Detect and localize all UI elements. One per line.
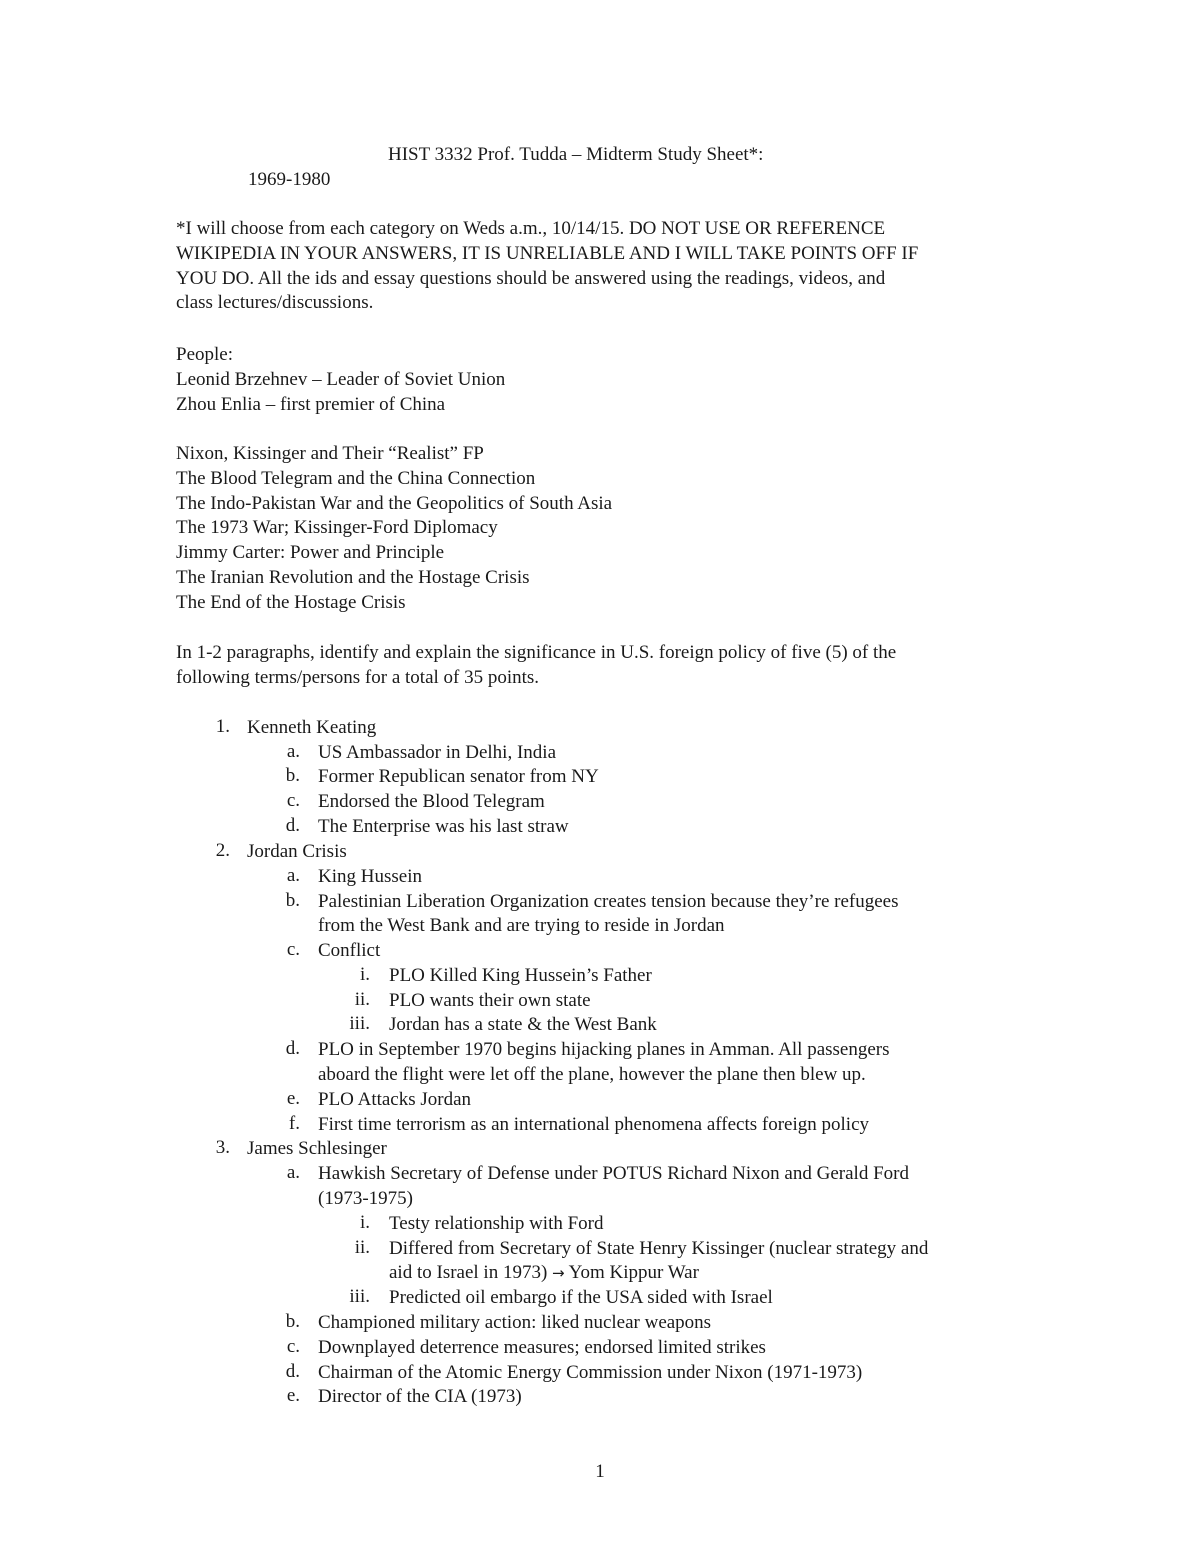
sublist-item: Director of the CIA (1973) [318,1386,522,1407]
intro-line: class lectures/discussions. [176,292,374,314]
sublist-item: Chairman of the Atomic Energy Commission under Nixon (1971-1973) [318,1362,863,1383]
subsublist-marker: ii. [354,989,370,1010]
topic-item: The 1973 War; Kissinger-Ford Diplomacy [176,517,498,539]
subsublist-item: Predicted oil embargo if the USA sided with Israel [389,1287,773,1308]
sublist-item: First time terrorism as an international phenomena affects foreign policy [318,1114,870,1135]
people-section [176,343,1036,417]
list-item-james-schlesinger: James Schlesinger [247,1138,387,1159]
subsublist-item: Differed from Secretary of State Henry Kissinger (nuclear strategy and [389,1238,929,1259]
intro-line: WIKIPEDIA IN YOUR ANSWERS, IT IS UNRELIABLE AND I WILL TAKE POINTS OFF IF [176,242,919,264]
list-marker: 2. [215,840,230,861]
subsublist-item: Jordan has a state & the West Bank [389,1014,657,1035]
list-item-jordan-crisis: Jordan Crisis [247,841,347,862]
sublist-marker: e. [286,1088,300,1109]
sublist-item: Hawkish Secretary of Defense under POTUS Richard Nixon and Gerald Ford [318,1163,909,1184]
sublist-marker: c. [286,939,300,960]
subsublist-marker: i. [359,1212,370,1233]
topic-item: The End of the Hostage Crisis [176,591,406,613]
people-item: Zhou Enlia – first premier of China [176,393,446,415]
sublist-item: Championed military action: liked nuclear weapons [318,1312,712,1333]
sublist-marker: a. [286,865,300,886]
subsublist-marker: ii. [354,1237,370,1258]
subsublist-marker: i. [359,964,370,985]
document-subtitle: 1969-1980 [248,169,331,190]
list-marker: 3. [215,1137,230,1158]
sublist-marker: f. [288,1113,300,1134]
sublist-marker: e. [286,1385,300,1406]
intro-line: YOU DO. All the ids and essay questions should be answered using the readings, videos, and [176,267,886,289]
sublist-item-continuation: aboard the flight were let off the plane, however the plane then blew up. [318,1064,866,1085]
sublist-item: US Ambassador in Delhi, India [318,742,557,763]
sublist-item: Former Republican senator from NY [318,766,599,787]
intro-line: *I will choose from each category on Weds a.m., 10/14/15. DO NOT USE OR REFERENCE [176,218,886,239]
instructions-line: In 1-2 paragraphs, identify and explain the significance in U.S. foreign policy of five (5) of the [176,642,897,663]
subsublist-item: Testy relationship with Ford [389,1213,604,1234]
page-number: 1 [595,1461,605,1482]
sublist-marker: c. [286,790,300,811]
topic-item: The Blood Telegram and the China Connection [176,467,536,489]
sublist-marker: a. [286,1162,300,1183]
sublist-item: PLO Attacks Jordan [318,1089,472,1110]
sublist-item: The Enterprise was his last straw [318,816,569,837]
subsublist-marker: iii. [349,1013,370,1034]
list-item-kenneth-keating: Kenneth Keating [247,717,377,738]
sublist-marker: d. [285,1038,300,1059]
people-item: Leonid Brzehnev – Leader of Soviet Union [176,368,506,390]
subsublist-item-continuation [389,1261,699,1286]
topic-item: Nixon, Kissinger and Their “Realist” FP [176,443,484,464]
sublist-item-continuation: (1973-1975) [318,1188,413,1209]
sublist-item: Downplayed deterrence measures; endorsed limited strikes [318,1337,766,1358]
continuation-text: aid to Israel in 1973) [389,1262,548,1283]
sublist-marker: c. [286,1336,300,1357]
instructions-line: following terms/persons for a total of 35 points. [176,666,540,688]
topic-item: The Indo-Pakistan War and the Geopolitics of South Asia [176,492,613,514]
topics-section [176,442,1036,616]
sublist-marker: b. [285,890,300,911]
continuation-text: Yom Kippur War [568,1262,699,1283]
sublist-marker: a. [286,741,300,762]
right-arrow-icon: → [552,1264,565,1282]
subsublist-item: PLO wants their own state [389,990,591,1011]
sublist-item: Conflict [318,940,381,961]
sublist-marker: b. [285,1311,300,1332]
sublist-marker: d. [285,1361,300,1382]
instructions-paragraph [176,641,1036,691]
topic-item: The Iranian Revolution and the Hostage Crisis [176,566,530,588]
people-heading: People: [176,344,233,365]
topic-item: Jimmy Carter: Power and Principle [176,542,445,564]
sublist-item: King Hussein [318,866,422,887]
sublist-item: Endorsed the Blood Telegram [318,791,545,812]
sublist-item-continuation: from the West Bank and are trying to reside in Jordan [318,915,725,936]
intro-paragraph [176,217,1036,316]
sublist-item: Palestinian Liberation Organization creates tension because they’re refugees [318,891,899,912]
subsublist-marker: iii. [349,1286,370,1307]
document-title: HIST 3332 Prof. Tudda – Midterm Study Sheet*: [388,144,764,165]
list-marker: 1. [215,716,230,737]
sublist-marker: d. [285,815,300,836]
subsublist-item: PLO Killed King Hussein’s Father [389,965,652,986]
sublist-item: PLO in September 1970 begins hijacking planes in Amman. All passengers [318,1039,890,1060]
sublist-marker: b. [285,765,300,786]
